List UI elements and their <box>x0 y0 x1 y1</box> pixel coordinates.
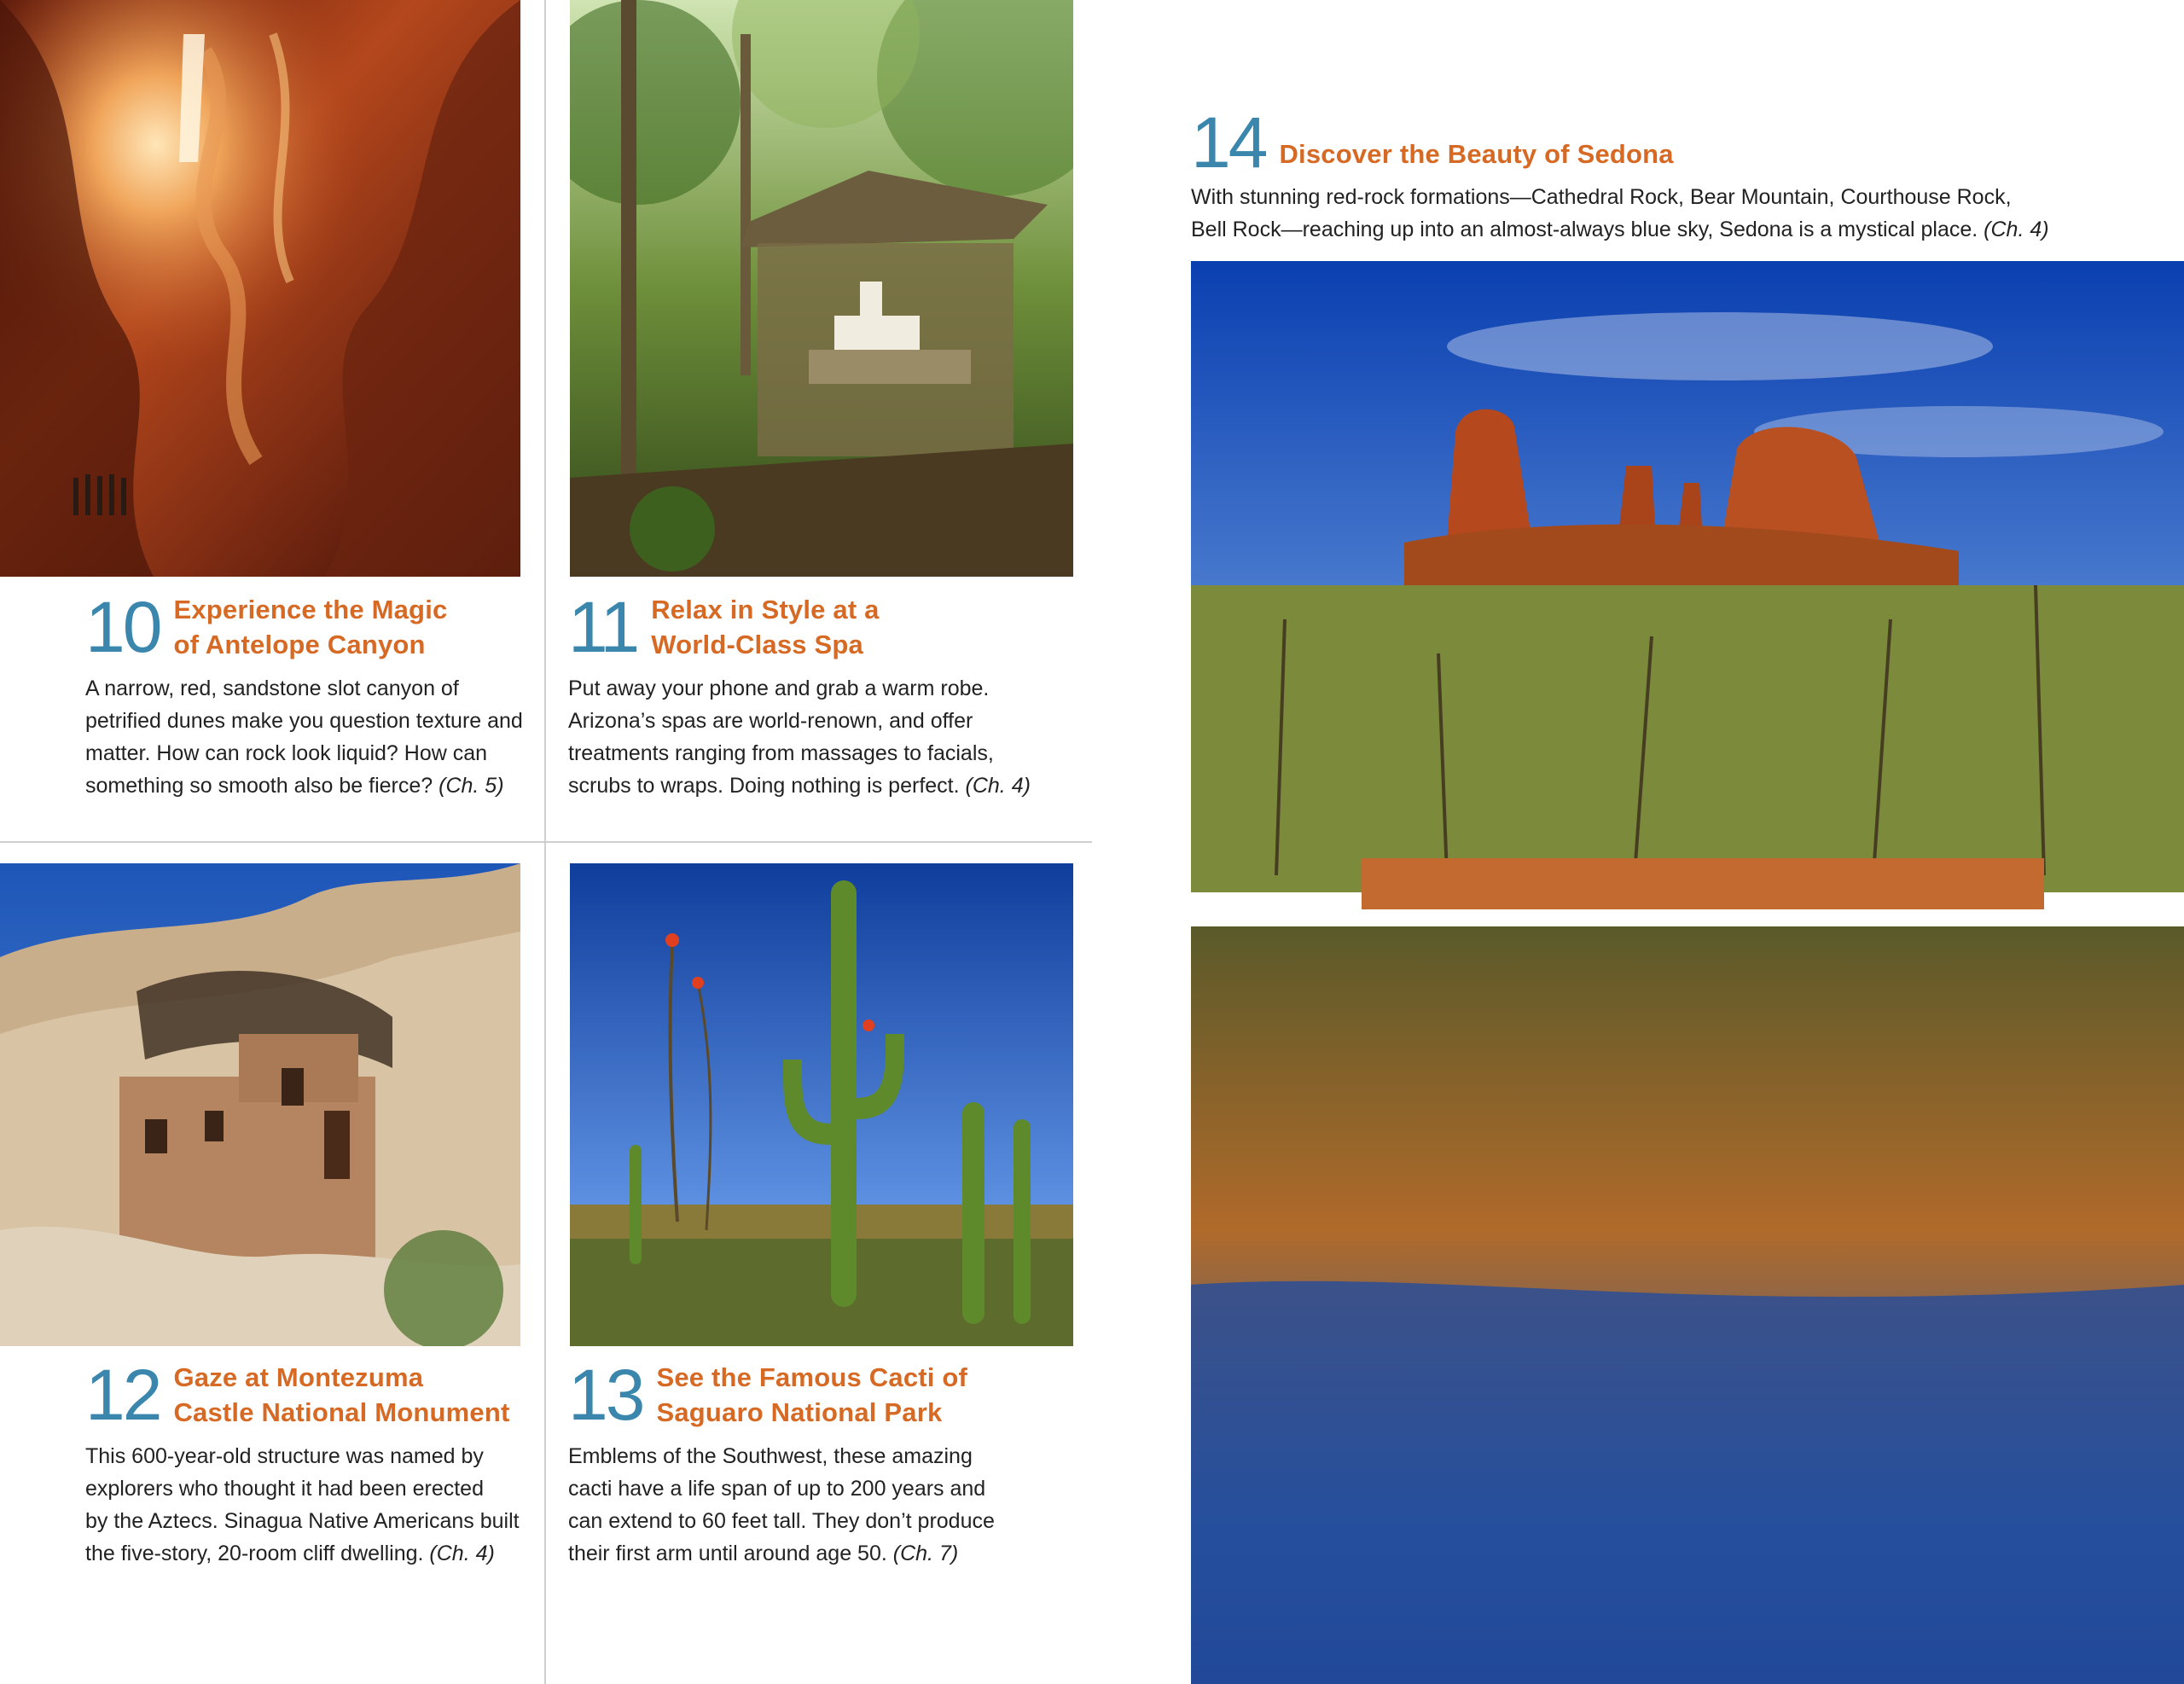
montezuma-castle-photo <box>0 863 520 1346</box>
saguaro-photo <box>570 863 1073 1346</box>
entry-number: 14 <box>1191 102 1266 183</box>
entry-number: 13 <box>568 1355 643 1435</box>
entry-14-heading <box>1191 102 1674 183</box>
row-divider <box>0 841 1092 843</box>
entry-body: This 600-year-old structure was named by explorers who thought it had been erected by the Aztecs. Sinagua Native Americans built the five-story, 20-room cliff dwelling. (Ch. 4) <box>85 1444 520 1565</box>
entry-number: 10 <box>85 587 160 667</box>
entry-11 <box>568 587 1031 802</box>
entry-12 <box>85 1355 520 1570</box>
sedona-photo <box>1191 261 2184 1684</box>
spa-photo <box>570 0 1073 577</box>
entry-body: Put away your phone and grab a warm robe. Arizona’s spas are world-renown, and offer treatments ranging from massages to facials, scrubs to wraps. Doing nothing is perfect. (Ch. 4) <box>568 677 1031 798</box>
entry-title: Gaze at Montezuma Castle National Monument <box>173 1362 510 1427</box>
entry-number: 12 <box>85 1355 160 1435</box>
antelope-canyon-photo <box>0 0 520 577</box>
entry-13 <box>568 1355 995 1570</box>
entry-title: Experience the Magic of Antelope Canyon <box>173 595 448 659</box>
entry-body: Emblems of the Southwest, these amazing cacti have a life span of up to 200 years and can extend to 60 feet tall. They don’t produce their first arm until around age 50. (Ch. 7) <box>568 1444 995 1565</box>
entry-10 <box>85 587 523 802</box>
entry-body: A narrow, red, sandstone slot canyon of petrified dunes make you question texture and matter. How can rock look liquid? How can something so smooth also be fierce? (Ch. 5) <box>85 677 523 798</box>
entry-title: Discover the Beauty of Sedona <box>1279 139 1674 169</box>
entry-number: 11 <box>568 587 638 667</box>
entry-title: Relax in Style at a World-Class Spa <box>651 595 880 659</box>
entry-title: See the Famous Cacti of Saguaro National Park <box>656 1362 968 1427</box>
entry-14-body: With stunning red-rock formations—Cathedral Rock, Bear Mountain, Courthouse Rock, Bell Rock—reaching up into an almost-always blue sky, Sedona is a mystical place. (Ch. 4) <box>1191 185 2049 241</box>
